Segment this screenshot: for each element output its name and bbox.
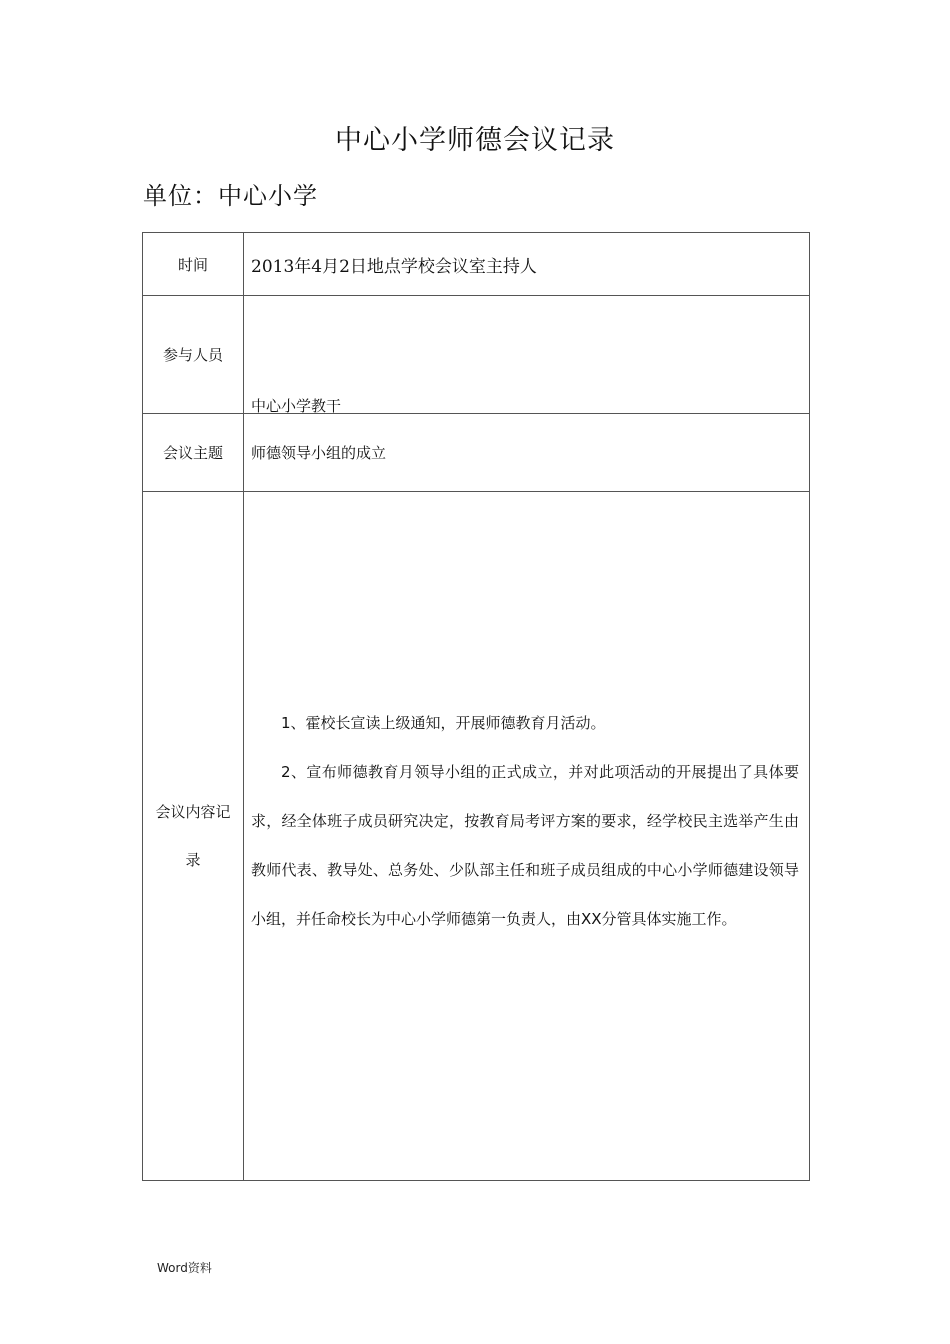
participants-label: 参与人员 [143,296,244,414]
participants-value-cell [244,296,810,414]
meeting-record-table [142,232,810,1181]
table-row-participants [143,296,810,414]
participants-value: 中心小学教干 [251,397,342,413]
table-row-time [143,233,810,296]
time-value-cell [244,233,810,296]
content-value-cell [244,492,810,1181]
table-row-topic [143,414,810,492]
topic-label: 会议主题 [143,414,244,492]
unit-line: 单位：中心小学 [143,182,318,210]
table-row-content [143,492,810,1181]
content-paragraph-1: 1、霍校长宣读上级通知，开展师德教育月活动。 [281,713,606,732]
topic-value: 师德领导小组的成立 [244,414,810,492]
time-value: 2013年4月2日地点学校会议室主持人 [251,256,537,277]
content-label: 会议内容记录 [143,492,244,1181]
footer-note: Word资料 [157,1261,212,1275]
time-label: 时间 [143,233,244,296]
content-paragraph-2: 2、宣布师德教育月领导小组的正式成立，并对此项活动的开展提出了具体要求，经全体班子成员研究决定，按教育局考评方案的要求，经学校民主选举产生由教师代表、教导处、总务处、少队部主任和班子成员组成的中心小学师德建设领导小组，并任命校长为中心小学师德第一负责人，由XX分管具体实施工作。 [251,762,799,928]
content-paragraphs [251,699,799,944]
page-title: 中心小学师德会议记录 [335,125,615,156]
